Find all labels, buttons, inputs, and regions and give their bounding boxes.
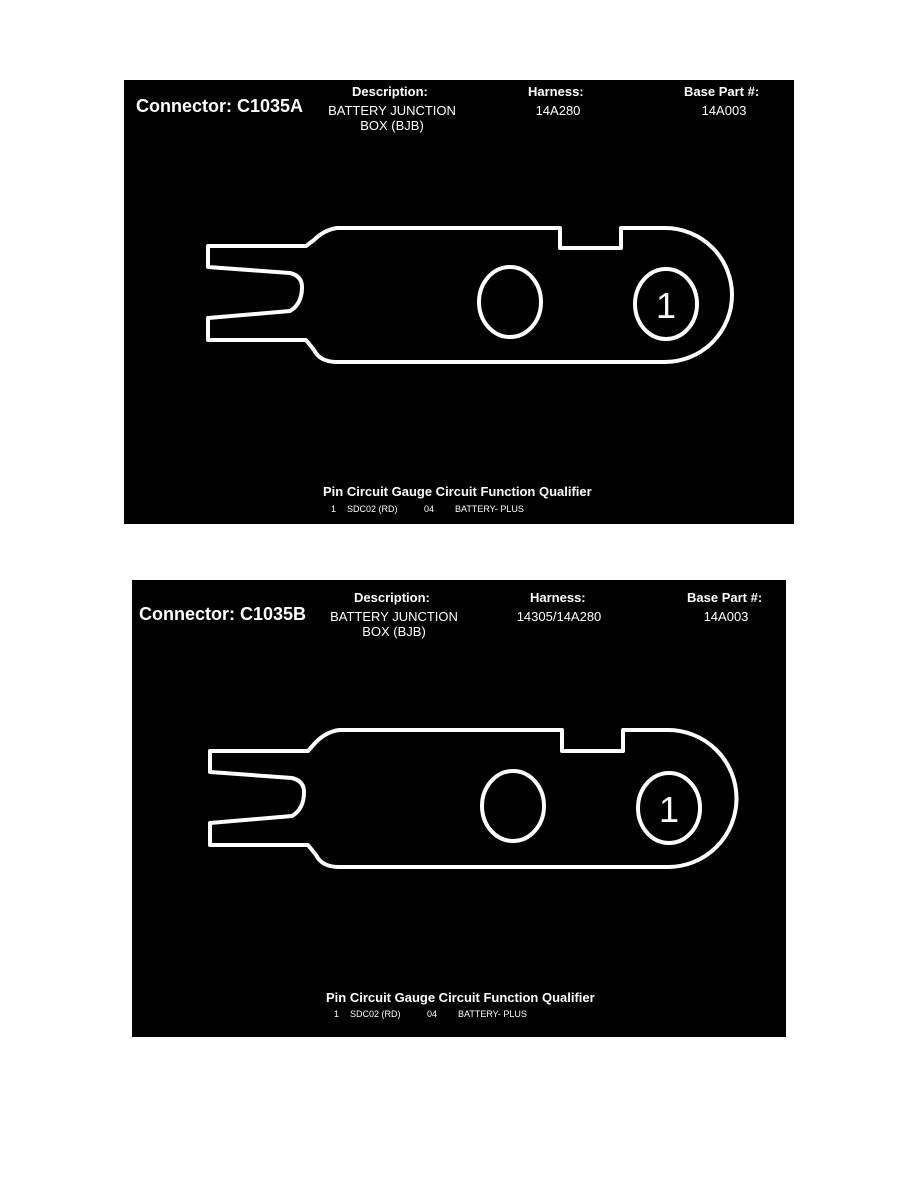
- harness-label: Harness:: [528, 84, 584, 99]
- description-label: Description:: [352, 84, 428, 99]
- connector-panel-c1035a: [124, 80, 794, 524]
- ring-terminal-diagram: [132, 580, 786, 1037]
- harness-value: 14305/14A280: [516, 609, 602, 624]
- terminal-hole: [482, 771, 544, 841]
- pin-function: BATTERY- PLUS: [458, 1009, 527, 1019]
- harness-label: Harness:: [530, 590, 586, 605]
- pin-circuit: SDC02 (RD): [347, 504, 398, 514]
- pin-table-header: Pin Circuit Gauge Circuit Function Qualifier: [323, 484, 592, 499]
- description-line-2: BOX (BJB): [360, 118, 424, 133]
- pin-function: BATTERY- PLUS: [455, 504, 524, 514]
- pin-gauge: 04: [424, 504, 435, 514]
- ring-terminal-diagram: [124, 80, 794, 524]
- description-label: Description:: [354, 590, 430, 605]
- harness-value: 14A280: [535, 103, 581, 118]
- pin-table-row: [132, 1009, 786, 1021]
- connector-panel-c1035b: [132, 580, 786, 1037]
- connector-title: Connector: C1035A: [136, 96, 304, 116]
- terminal-hole: [479, 267, 541, 337]
- pin-number: 1: [334, 1009, 340, 1019]
- terminal-outline: [208, 228, 732, 362]
- pin-1-label: 1: [658, 789, 680, 830]
- base-part-value: 14A003: [703, 609, 749, 624]
- description-line-1: BATTERY JUNCTION: [330, 609, 458, 624]
- description-line-1: BATTERY JUNCTION: [328, 103, 456, 118]
- pin-number: 1: [331, 504, 337, 514]
- pin-gauge: 04: [427, 1009, 438, 1019]
- base-part-label: Base Part #:: [687, 590, 763, 605]
- description-line-2: BOX (BJB): [362, 624, 426, 639]
- pin-circuit: SDC02 (RD): [350, 1009, 401, 1019]
- pin-table-header: Pin Circuit Gauge Circuit Function Qualifier: [326, 990, 595, 1005]
- pin-table-row: [124, 504, 794, 516]
- pin-1-label: 1: [655, 285, 677, 326]
- base-part-label: Base Part #:: [684, 84, 760, 99]
- terminal-outline: [210, 730, 737, 867]
- base-part-value: 14A003: [701, 103, 747, 118]
- connector-title: Connector: C1035B: [139, 604, 307, 624]
